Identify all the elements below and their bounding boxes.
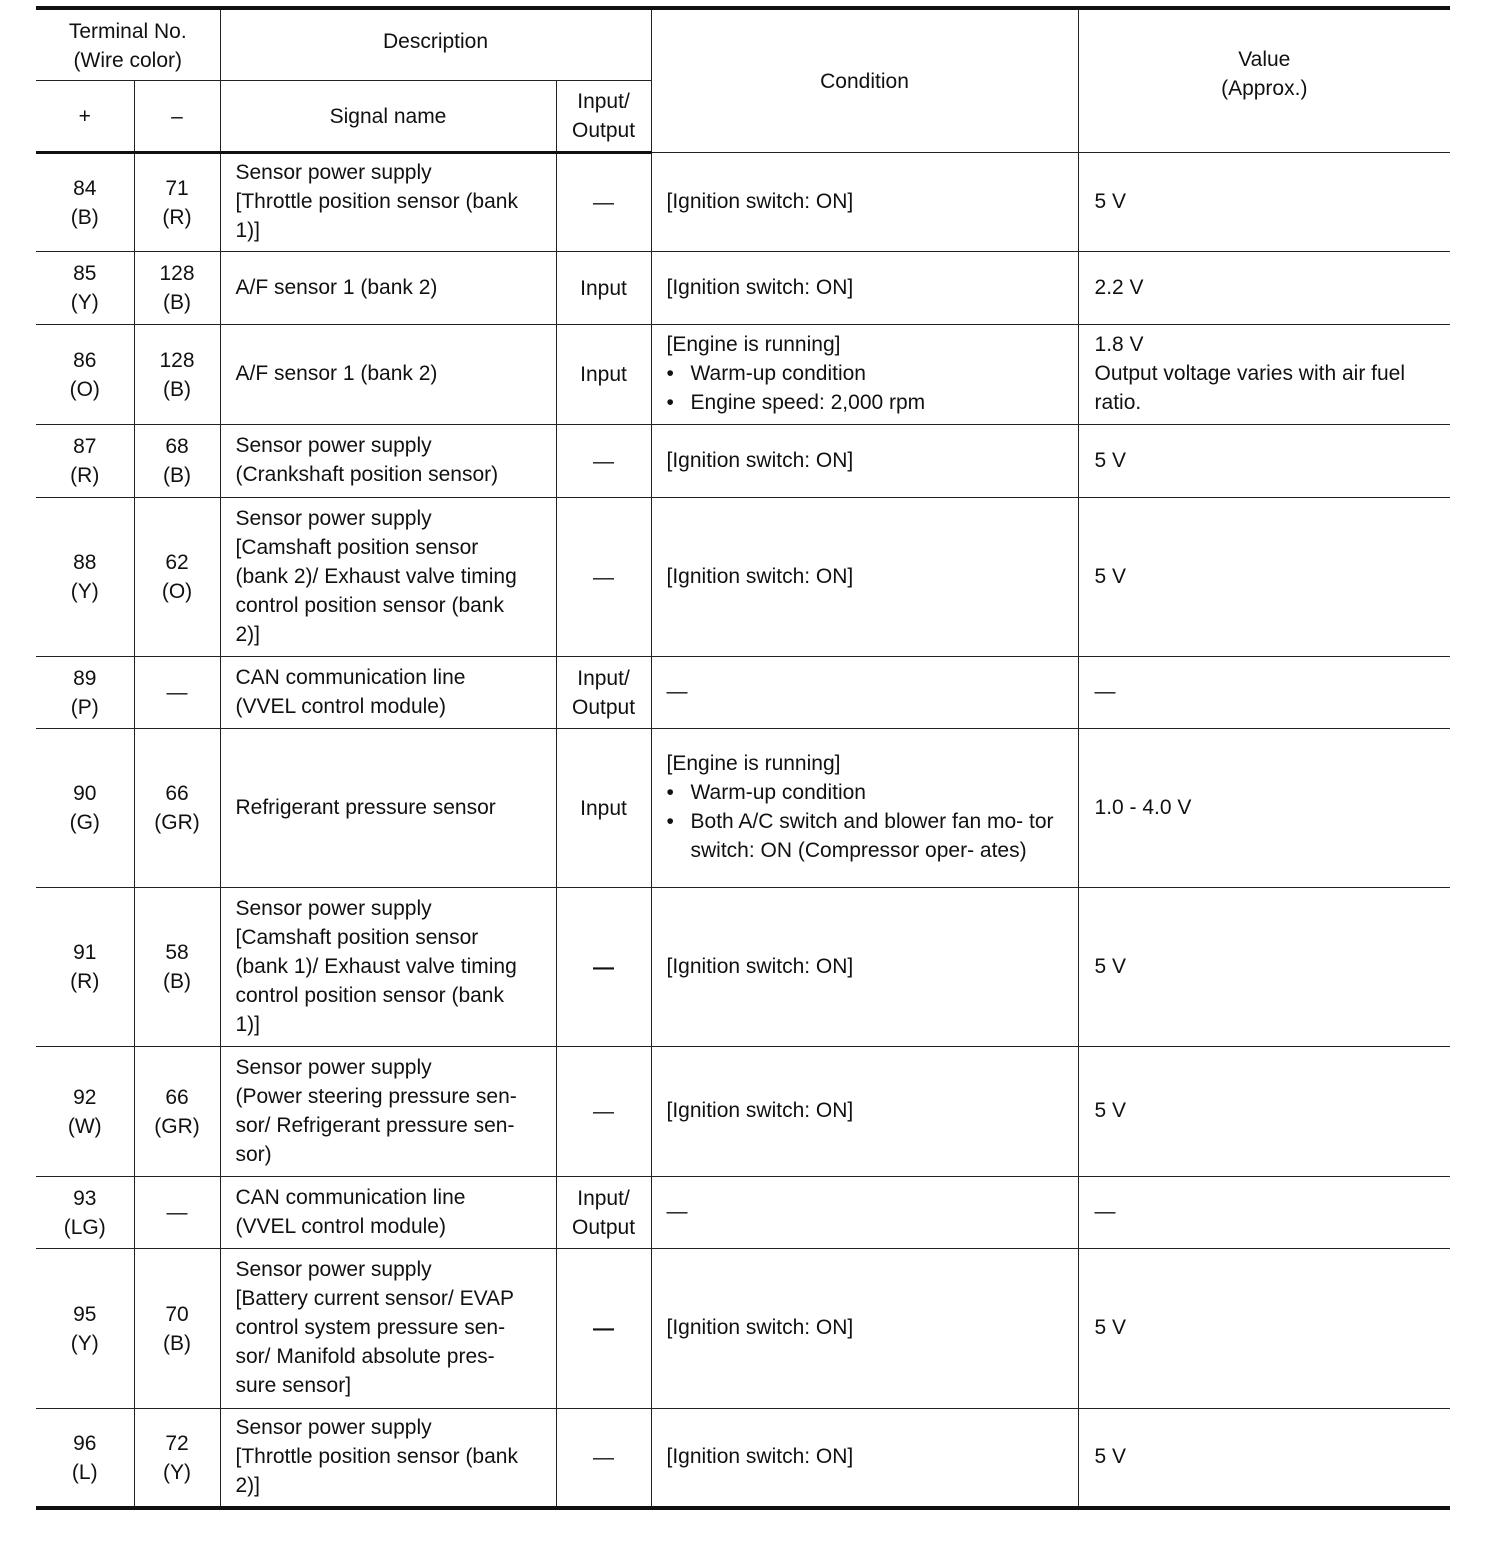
value-cell (1078, 1047, 1450, 1177)
signal-name-line: sor/ Refrigerant pressure sen- (235, 1113, 515, 1137)
signal-name-cell (220, 888, 556, 1047)
signal-name-line: control position sensor (bank (235, 593, 504, 617)
condition-cell (651, 498, 1078, 657)
signal-name-line: A/F sensor 1 (bank 2) (235, 275, 438, 299)
value-line: ratio. (1094, 391, 1142, 414)
signal-name-cell (220, 252, 556, 325)
value-line: 1.8 V (1094, 333, 1144, 356)
bullet-dot-icon: • (666, 810, 674, 833)
wire-color-label: (Wire color) (73, 49, 182, 72)
condition-text: [Ignition switch: ON] (666, 1445, 854, 1468)
plus-terminal-no: 88 (73, 551, 97, 574)
value-cell (1078, 252, 1450, 325)
condition-text: [Ignition switch: ON] (666, 189, 854, 213)
value-cell (1078, 498, 1450, 657)
io-line: Input/ (577, 1186, 630, 1210)
io-cell (556, 1249, 651, 1409)
minus-terminal-no: 72 (165, 1431, 189, 1455)
value-cell (1078, 1409, 1450, 1509)
condition-cell (651, 325, 1078, 425)
io-label-input: Input/ (577, 90, 630, 113)
value-cell (1078, 888, 1450, 1047)
minus-wire-color: (B) (163, 1331, 191, 1355)
bullet-dot-icon: • (666, 362, 674, 385)
minus-terminal-no: 58 (165, 941, 189, 964)
io-line: — (593, 1446, 614, 1469)
signal-name-line: Sensor power supply (235, 1416, 432, 1439)
minus-terminal-cell (134, 252, 220, 325)
value-header (1078, 8, 1450, 153)
signal-name-line: CAN communication line (235, 1185, 466, 1209)
condition-cell (651, 1409, 1078, 1509)
minus-wire-color: (B) (163, 377, 191, 401)
io-cell (556, 1047, 651, 1177)
condition-text: — (666, 1200, 688, 1223)
signal-name-cell (220, 425, 556, 498)
signal-name-line: 2)] (235, 1474, 261, 1497)
minus-terminal-cell (134, 1047, 220, 1177)
io-line: — (593, 1317, 614, 1340)
value-cell (1078, 325, 1450, 425)
plus-terminal-cell (36, 153, 134, 252)
condition-bullet (667, 778, 1070, 807)
minus-terminal-no: 71 (165, 176, 189, 200)
condition-cell (651, 657, 1078, 729)
value-label: Value (1238, 48, 1291, 71)
condition-bullet-text: Warm-up condition (690, 362, 866, 385)
table-row (36, 325, 1450, 425)
condition-text: [Ignition switch: ON] (666, 275, 854, 299)
minus-terminal-no: 62 (165, 551, 189, 574)
io-line: — (593, 449, 614, 473)
plus-wire-color: (Y) (70, 1331, 99, 1355)
signal-name-header: Signal name (220, 81, 556, 153)
plus-terminal-cell (36, 498, 134, 657)
signal-name-cell (220, 729, 556, 888)
signal-name-line: (bank 2)/ Exhaust valve timing (235, 564, 517, 588)
io-line: Output (571, 695, 636, 719)
signal-name-line: Sensor power supply (235, 434, 432, 457)
plus-terminal-cell (36, 325, 134, 425)
minus-terminal-cell (134, 325, 220, 425)
plus-terminal-cell (36, 1177, 134, 1249)
condition-cell (651, 1177, 1078, 1249)
plus-wire-color: (G) (69, 811, 100, 834)
signal-name-line: [Camshaft position sensor (235, 925, 479, 949)
condition-text: [Ignition switch: ON] (666, 564, 854, 588)
condition-text: [Ignition switch: ON] (666, 1316, 854, 1339)
signal-name-line: (Power steering pressure sen- (235, 1084, 517, 1108)
table-header (36, 8, 1450, 153)
bullet-dot-icon: • (666, 781, 674, 804)
signal-name-line: sor/ Manifold absolute pres- (235, 1345, 495, 1368)
io-line: — (593, 565, 614, 589)
signal-name-cell (220, 1249, 556, 1409)
io-line: — (593, 191, 614, 214)
value-line: 5 V (1094, 564, 1127, 588)
plus-terminal-no: 89 (73, 666, 97, 690)
io-line: Input (580, 363, 627, 386)
minus-terminal-no: — (166, 1201, 188, 1224)
condition-bullet-text: Warm-up condition (690, 781, 866, 804)
value-line: 5 V (1094, 448, 1127, 472)
condition-cell (651, 425, 1078, 498)
plus-terminal-no: 91 (73, 941, 97, 964)
io-label-output: Output (571, 119, 636, 142)
signal-name-line: control position sensor (bank (235, 983, 504, 1007)
condition-cell (651, 1047, 1078, 1177)
signal-name-line: Sensor power supply (235, 896, 432, 920)
signal-name-line: (bank 1)/ Exhaust valve timing (235, 954, 517, 978)
signal-name-line: Sensor power supply (235, 161, 432, 184)
io-line: — (593, 1100, 614, 1123)
plus-terminal-no: 86 (73, 348, 97, 372)
plus-terminal-no: 84 (73, 176, 97, 200)
table-row (36, 1047, 1450, 1177)
table-row (36, 729, 1450, 888)
plus-terminal-cell (36, 729, 134, 888)
signal-name-line: [Throttle position sensor (bank (235, 190, 518, 213)
signal-name-line: control system pressure sen- (235, 1316, 506, 1339)
minus-wire-color: (GR) (154, 811, 200, 834)
signal-name-line: sor) (235, 1142, 272, 1166)
table-row (36, 1177, 1450, 1249)
value-line: 5 V (1094, 954, 1127, 978)
minus-wire-color: (GR) (154, 1114, 200, 1138)
signal-name-line: sure sensor] (235, 1374, 352, 1397)
plus-wire-color: (R) (70, 970, 100, 993)
io-cell (556, 252, 651, 325)
plus-wire-color: (B) (70, 205, 99, 229)
plus-terminal-no: 92 (73, 1085, 97, 1109)
minus-terminal-cell (134, 425, 220, 498)
plus-terminal-cell (36, 1409, 134, 1509)
io-cell (556, 729, 651, 888)
signal-name-line: Sensor power supply (235, 1055, 432, 1079)
signal-name-line: Sensor power supply (235, 506, 432, 530)
description-header: Description (220, 8, 651, 81)
plus-terminal-no: 96 (73, 1431, 97, 1455)
minus-terminal-no: 68 (165, 435, 189, 458)
condition-text: — (666, 680, 688, 703)
value-cell (1078, 425, 1450, 498)
signal-name-cell (220, 1409, 556, 1509)
table-row (36, 252, 1450, 325)
condition-cell (651, 729, 1078, 888)
condition-cell (651, 1249, 1078, 1409)
signal-name-line: 1)] (235, 1012, 261, 1036)
minus-terminal-no: 66 (165, 782, 189, 805)
io-line: — (593, 955, 614, 979)
minus-terminal-cell (134, 1409, 220, 1509)
signal-name-line: (VVEL control module) (235, 1214, 446, 1238)
io-line: Output (571, 1215, 636, 1239)
value-line: — (1094, 680, 1116, 703)
value-cell (1078, 1249, 1450, 1409)
minus-terminal-cell (134, 657, 220, 729)
io-cell (556, 498, 651, 657)
signal-name-line: [Throttle position sensor (bank (235, 1445, 518, 1468)
condition-cell (651, 252, 1078, 325)
plus-wire-color: (P) (70, 695, 99, 719)
condition-bullet (667, 388, 1070, 417)
condition-cell (651, 153, 1078, 252)
plus-terminal-no: 90 (73, 782, 97, 805)
minus-wire-color: (Y) (163, 1460, 191, 1484)
value-line: 1.0 - 4.0 V (1094, 795, 1192, 819)
plus-wire-color: (O) (69, 377, 100, 401)
terminal-table (36, 6, 1450, 1510)
signal-name-cell (220, 1047, 556, 1177)
value-cell (1078, 1177, 1450, 1249)
value-cell (1078, 729, 1450, 888)
signal-name-line: (VVEL control module) (235, 694, 446, 718)
condition-bullet (667, 807, 1070, 865)
plus-wire-color: (R) (70, 464, 100, 487)
signal-name-line: Sensor power supply (235, 1258, 432, 1281)
signal-name-line: CAN communication line (235, 665, 466, 689)
minus-terminal-cell (134, 498, 220, 657)
minus-header: – (134, 81, 220, 153)
signal-name-line: (Crankshaft position sensor) (235, 463, 499, 486)
table-row (36, 1249, 1450, 1409)
value-line: 2.2 V (1094, 275, 1144, 299)
condition-text: [Engine is running] (666, 752, 841, 775)
condition-cell (651, 888, 1078, 1047)
minus-wire-color: (B) (163, 970, 191, 993)
minus-terminal-cell (134, 729, 220, 888)
signal-name-cell (220, 325, 556, 425)
plus-terminal-cell (36, 1047, 134, 1177)
value-line: Output voltage varies with air fuel (1094, 362, 1406, 385)
minus-terminal-no: 66 (165, 1085, 189, 1109)
plus-terminal-cell (36, 888, 134, 1047)
minus-terminal-no: 128 (159, 262, 195, 285)
table-row (36, 153, 1450, 252)
terminal-no-label: Terminal No. (68, 20, 187, 43)
condition-text: [Ignition switch: ON] (666, 954, 854, 978)
value-line: 5 V (1094, 1316, 1127, 1339)
table-row (36, 498, 1450, 657)
plus-header: + (36, 81, 134, 153)
signal-name-cell (220, 657, 556, 729)
minus-terminal-no: 70 (165, 1302, 189, 1326)
table-row (36, 888, 1450, 1047)
value-line: 5 V (1094, 189, 1127, 213)
table-row (36, 425, 1450, 498)
plus-terminal-cell (36, 252, 134, 325)
plus-wire-color: (L) (71, 1460, 98, 1484)
minus-wire-color: (B) (163, 464, 191, 487)
signal-name-line: Refrigerant pressure sensor (235, 795, 496, 819)
condition-header: Condition (651, 8, 1078, 153)
io-line: Input/ (577, 666, 630, 690)
plus-terminal-no: 85 (73, 262, 97, 285)
minus-terminal-cell (134, 888, 220, 1047)
minus-terminal-cell (134, 1249, 220, 1409)
condition-bullet-text: Engine speed: 2,000 rpm (690, 391, 926, 414)
value-approx-label: (Approx.) (1221, 77, 1308, 100)
plus-wire-color: (W) (67, 1114, 102, 1138)
plus-terminal-no: 93 (73, 1186, 97, 1210)
condition-text: [Ignition switch: ON] (666, 1099, 854, 1122)
plus-terminal-cell (36, 425, 134, 498)
signal-name-cell (220, 1177, 556, 1249)
condition-bullet-text: Both A/C switch and blower fan mo- tor switch: ON (Compressor oper- ates) (690, 810, 1054, 862)
value-cell (1078, 657, 1450, 729)
io-cell (556, 153, 651, 252)
io-cell (556, 657, 651, 729)
signal-name-cell (220, 498, 556, 657)
value-line: 5 V (1094, 1445, 1127, 1468)
plus-terminal-no: 95 (73, 1302, 97, 1326)
io-cell (556, 1177, 651, 1249)
table-row (36, 1409, 1450, 1509)
minus-terminal-cell (134, 1177, 220, 1249)
condition-bullet (667, 359, 1070, 388)
io-header (556, 81, 651, 153)
plus-wire-color: (LG) (63, 1215, 106, 1239)
io-line: Input (580, 276, 627, 300)
minus-terminal-cell (134, 153, 220, 252)
bullet-dot-icon: • (666, 391, 674, 414)
io-cell (556, 888, 651, 1047)
plus-terminal-no: 87 (73, 435, 97, 458)
plus-wire-color: (Y) (70, 580, 99, 603)
value-line: — (1094, 1200, 1116, 1223)
value-line: 5 V (1094, 1099, 1127, 1122)
io-cell (556, 1409, 651, 1509)
minus-terminal-no: — (166, 681, 188, 704)
signal-name-line: [Battery current sensor/ EVAP (235, 1287, 515, 1310)
io-cell (556, 325, 651, 425)
signal-name-line: 1)] (235, 219, 261, 242)
minus-wire-color: (R) (162, 205, 192, 229)
signal-name-line: [Camshaft position sensor (235, 535, 479, 559)
plus-wire-color: (Y) (70, 291, 99, 314)
io-line: Input (580, 796, 627, 820)
plus-terminal-cell (36, 1249, 134, 1409)
condition-text: [Engine is running] (666, 333, 841, 356)
condition-text: [Ignition switch: ON] (666, 448, 854, 472)
table-row (36, 657, 1450, 729)
table-body (36, 153, 1450, 1509)
signal-name-line: 2)] (235, 622, 261, 646)
value-cell (1078, 153, 1450, 252)
minus-terminal-no: 128 (159, 348, 195, 372)
minus-wire-color: (B) (163, 291, 191, 314)
plus-terminal-cell (36, 657, 134, 729)
terminal-no-header (36, 8, 220, 81)
minus-wire-color: (O) (161, 580, 193, 603)
signal-name-line: A/F sensor 1 (bank 2) (235, 362, 438, 385)
io-cell (556, 425, 651, 498)
signal-name-cell (220, 153, 556, 252)
